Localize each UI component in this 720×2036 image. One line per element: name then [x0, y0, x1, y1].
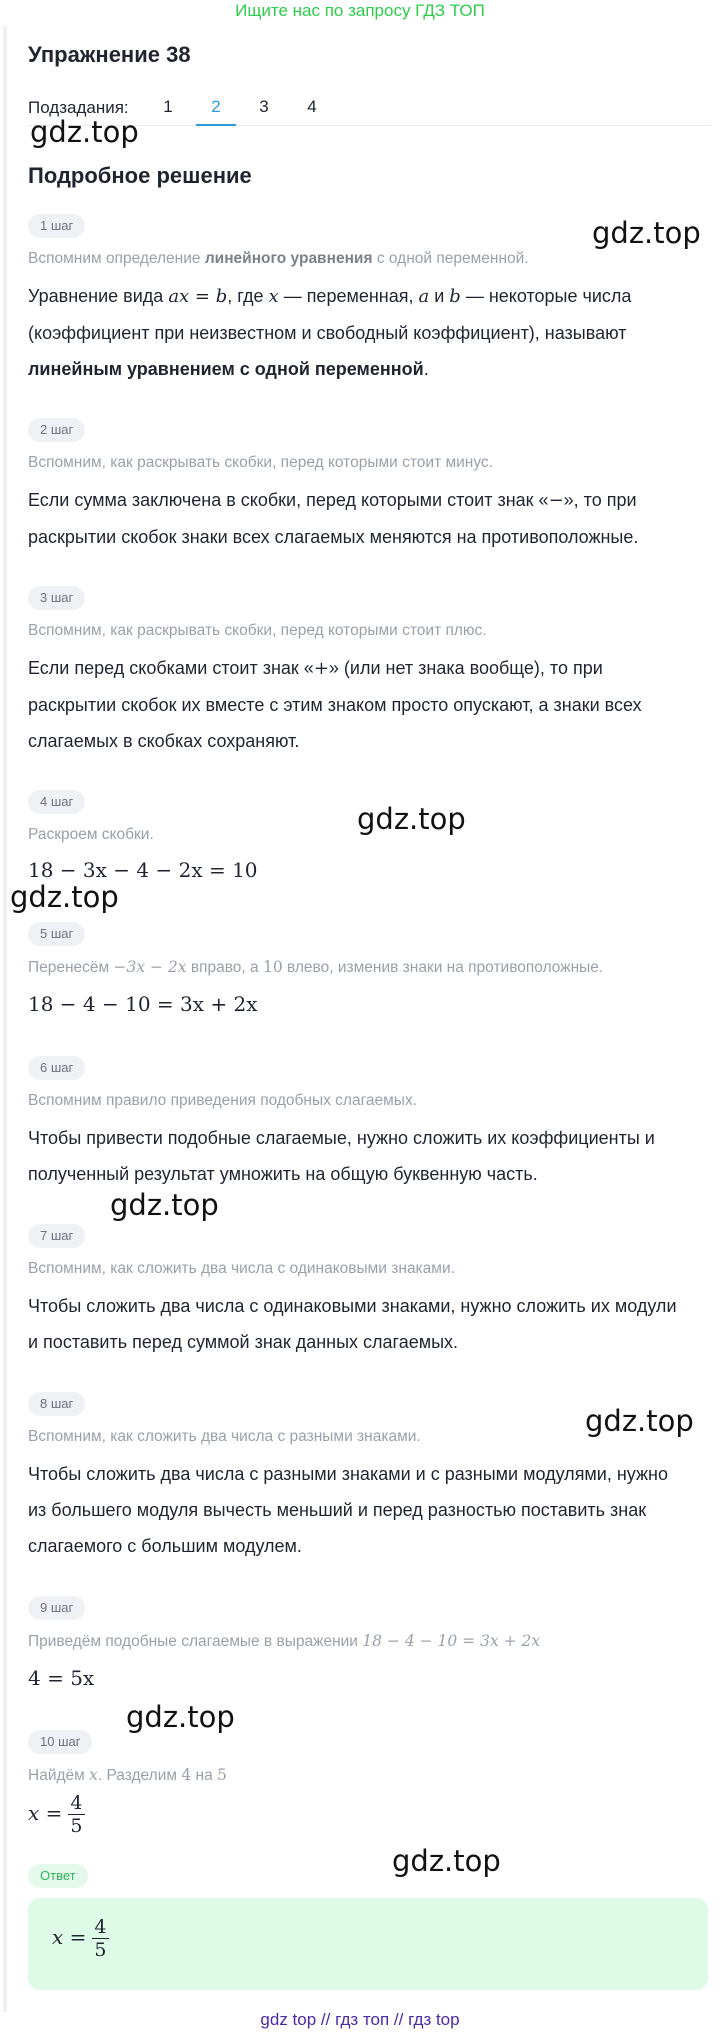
answer-box [28, 1898, 708, 1990]
step-10-hint: Найдём x. Разделим 4 на 5 [28, 1766, 227, 1784]
step-4-formula: 18 − 3x − 4 − 2x = 10 [28, 858, 258, 882]
watermark: gdz.top [585, 1404, 694, 1438]
step-5-formula: 18 − 4 − 10 = 3x + 2x [28, 992, 258, 1016]
watermark: gdz.top [10, 880, 119, 914]
subtask-tab-1[interactable]: 1 [163, 97, 173, 116]
search-banner: Ищите нас по запросу ГДЗ ТОП [235, 1, 485, 20]
watermark: gdz.top [30, 115, 139, 149]
step-10-formula: x = $\frac{4}{5}$ [28, 1792, 83, 1837]
step-7-badge: 7 шаг [28, 1224, 85, 1248]
step-1-hint: Вспомним определение линейного уравнения с одной переменной. [28, 250, 529, 267]
step-6-badge: 6 шаг [28, 1056, 85, 1080]
step-8-badge: 8 шаг [28, 1392, 85, 1416]
step-8-text: Чтобы сложить два числа с разными знаками и с разными модулями, нужно из большего модуля вычесть меньший и перед разностью поставить знак слагаемого с большим модулем. [28, 1464, 669, 1556]
answer-badge: Ответ [28, 1864, 88, 1888]
step-7-text: Чтобы сложить два числа с одинаковыми знаками, нужно сложить их модули и поставить перед суммой знак данных слагаемых. [28, 1296, 677, 1352]
step-1-text: Уравнение вида ax = b, где x — переменная, a и b — некоторые числа (коэффициент при неизвестном и свободный коэффициент), называют линейным уравнением с одной переменной. [28, 286, 632, 379]
step-2-badge: 2 шаг [28, 418, 85, 442]
step-4-badge: 4 шаг [28, 790, 85, 814]
step-5-hint: Перенесём −3x − 2x вправо, а 10 влево, изменив знаки на противоположные. [28, 958, 604, 976]
watermark: gdz.top [110, 1188, 219, 1222]
exercise-title: Упражнение 38 [28, 42, 191, 67]
step-7-hint: Вспомним, как сложить два числа с одинаковыми знаками. [28, 1260, 455, 1277]
step-2-hint: Вспомним, как раскрывать скобки, перед которыми стоит минус. [28, 454, 493, 471]
step-1-badge: 1 шаг [28, 214, 85, 238]
watermark: gdz.top [357, 802, 466, 836]
step-3-hint: Вспомним, как раскрывать скобки, перед которыми стоит плюс. [28, 622, 487, 639]
step-9-badge: 9 шаг [28, 1596, 85, 1620]
step-4-hint: Раскроем скобки. [28, 826, 154, 843]
step-9-hint: Приведём подобные слагаемые в выражении 18 − 4 − 10 = 3x + 2x [28, 1632, 541, 1650]
watermark: gdz.top [392, 1844, 501, 1878]
step-3-badge: 3 шаг [28, 586, 85, 610]
footer-links: gdz top // гдз топ // гдз top [260, 2010, 460, 2029]
step-8-hint: Вспомним, как сложить два числа с разными знаками. [28, 1428, 421, 1445]
subtask-tab-4[interactable]: 4 [307, 97, 317, 116]
step-5-badge: 5 шаг [28, 922, 85, 946]
step-2-text: Если сумма заключена в скобки, перед которыми стоит знак «−», то при раскрытии скобок знаки всех слагаемых меняются на противоположные. [28, 490, 639, 547]
subtask-tab-3[interactable]: 3 [259, 97, 269, 116]
step-3-text: Если перед скобками стоит знак «+» (или нет знака вообще), то при раскрытии скобок их вместе с этим знаком просто опускают, а знаки всех слагаемых в скобках сохраняют. [28, 658, 642, 751]
solution-title: Подробное решение [28, 163, 252, 188]
step-9-formula: 4 = 5x [28, 1666, 95, 1690]
step-6-text: Чтобы привести подобные слагаемые, нужно сложить их коэффициенты и полученный результат умножить на общую буквенную часть. [28, 1128, 655, 1184]
subtasks-label: Подзадания: [28, 98, 129, 117]
subtask-tab-2[interactable]: 2 [196, 97, 236, 126]
step-10-badge: 10 шаг [28, 1730, 92, 1754]
watermark: gdz.top [126, 1700, 235, 1734]
watermark: gdz.top [592, 216, 701, 250]
step-6-hint: Вспомним правило приведения подобных слагаемых. [28, 1092, 417, 1109]
answer-formula: x = $\frac{4}{5}$ [52, 1916, 107, 1961]
